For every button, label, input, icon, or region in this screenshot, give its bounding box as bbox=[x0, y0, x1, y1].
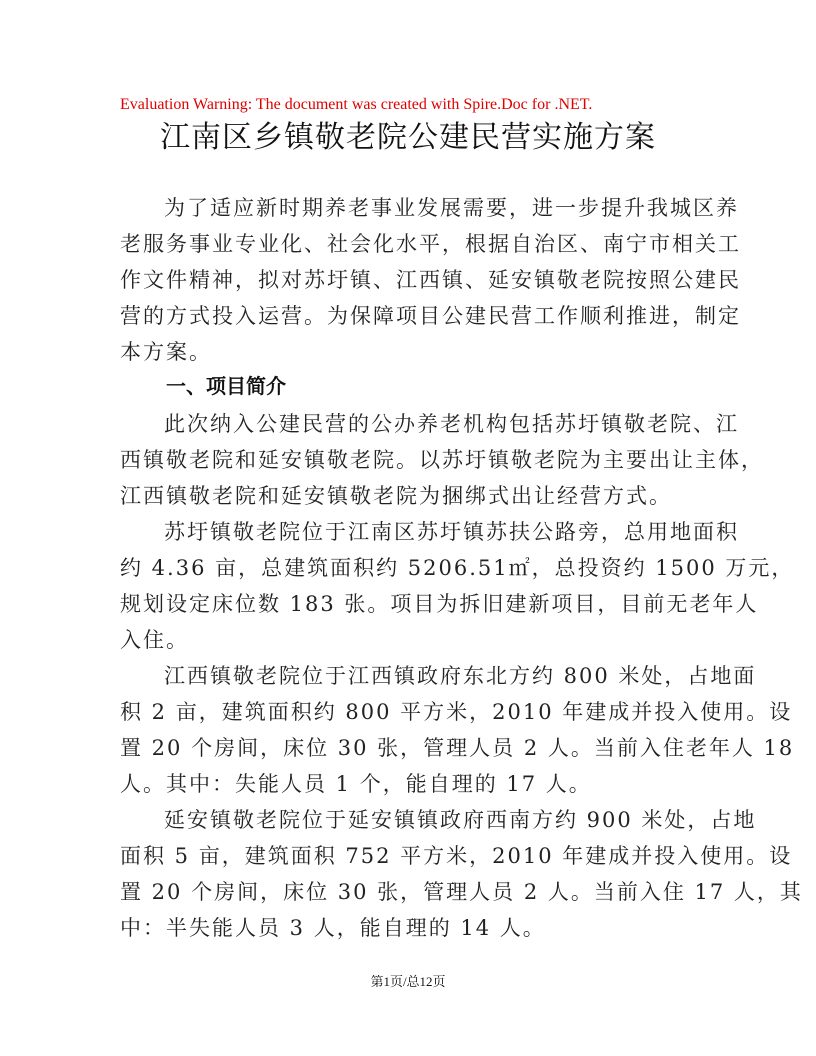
paragraph bbox=[120, 406, 764, 514]
evaluation-warning: Evaluation Warning: The document was created with Spire.Doc for .NET. bbox=[120, 96, 593, 113]
paragraph-line: 入住。 bbox=[120, 628, 189, 652]
paragraph bbox=[120, 658, 795, 802]
paragraph bbox=[120, 802, 803, 946]
paragraph-line: 积 2 亩，建筑面积约 800 平方米，2010 年建成并投入使用。设 bbox=[120, 700, 793, 724]
paragraph-line: 规划设定床位数 183 张。项目为拆旧建新项目，目前无老年人 bbox=[120, 592, 759, 616]
paragraph-line: 江西镇敬老院和延安镇敬老院为捆绑式出让经营方式。 bbox=[120, 484, 672, 508]
paragraph bbox=[120, 190, 741, 370]
paragraph-line: 本方案。 bbox=[120, 340, 212, 364]
paragraph-line: 约 4.36 亩，总建筑面积约 5206.51㎡，总投资约 1500 万元， bbox=[120, 556, 795, 580]
paragraph-line: 苏圩镇敬老院位于江南区苏圩镇苏扶公路旁，总用地面积 bbox=[164, 520, 739, 544]
page-footer: 第1页/总12页 bbox=[370, 974, 446, 989]
paragraph bbox=[120, 514, 795, 658]
paragraph-line: 老服务事业专业化、社会化水平，根据自治区、南宁市相关工 bbox=[120, 232, 741, 256]
paragraph-line: 作文件精神，拟对苏圩镇、江西镇、延安镇敬老院按照公建民 bbox=[120, 268, 741, 292]
paragraph-line: 置 20 个房间，床位 30 张，管理人员 2 人。当前入住 17 人，其 bbox=[120, 880, 803, 904]
paragraph-line: 营的方式投入运营。为保障项目公建民营工作顺利推进，制定 bbox=[120, 304, 741, 328]
section-heading: 一、项目简介 bbox=[166, 374, 286, 398]
paragraph-line: 为了适应新时期养老事业发展需要，进一步提升我城区养 bbox=[164, 196, 739, 220]
paragraph-line: 面积 5 亩，建筑面积 752 平方米，2010 年建成并投入使用。设 bbox=[120, 844, 793, 868]
paragraph-line: 置 20 个房间，床位 30 张，管理人员 2 人。当前入住老年人 18 bbox=[120, 736, 795, 760]
paragraph-line: 人。其中：失能人员 1 个，能自理的 17 人。 bbox=[120, 772, 592, 796]
paragraph-line: 中：半失能人员 3 人，能自理的 14 人。 bbox=[120, 916, 546, 940]
document-body bbox=[120, 190, 803, 946]
paragraph-line: 江西镇敬老院位于江西镇政府东北方约 800 米处，占地面 bbox=[164, 664, 757, 688]
paragraph-line: 西镇敬老院和延安镇敬老院。以苏圩镇敬老院为主要出让主体， bbox=[120, 448, 764, 472]
paragraph-line: 延安镇敬老院位于延安镇镇政府西南方约 900 米处，占地 bbox=[164, 808, 757, 832]
document-title: 江南区乡镇敬老院公建民营实施方案 bbox=[160, 120, 656, 155]
paragraph-line: 此次纳入公建民营的公办养老机构包括苏圩镇敬老院、江 bbox=[164, 412, 739, 436]
